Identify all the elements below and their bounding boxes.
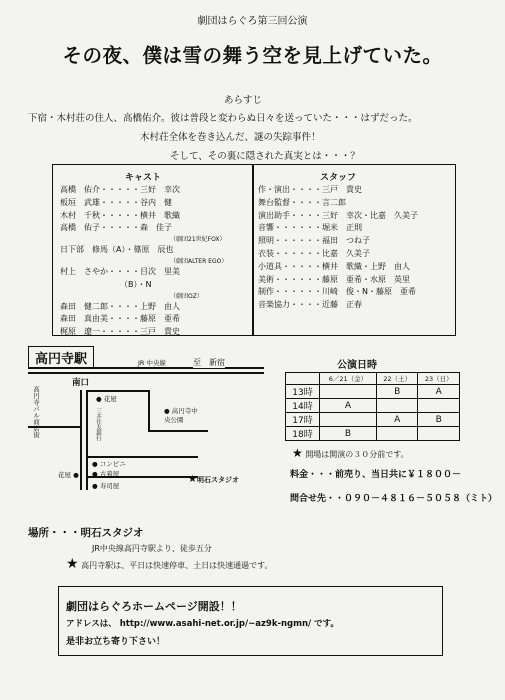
access-map [28,346,268,496]
schedule-time: 18時 [286,427,320,441]
staff-row: 演出助手・・・・三好 幸次・比嘉 久美子 [258,210,418,220]
map-flower-shop-2: 花屋 ● [58,471,79,479]
map-flower-shop: ● 花屋 [96,395,117,403]
map-furugi: ● 古着屋 [92,470,120,478]
schedule-cell: B [418,413,460,427]
map-sushi: ● 寿司屋 [92,482,120,490]
box-divider [252,165,254,335]
staff-row: 衣装・・・・・・比嘉 久美子 [258,248,370,258]
station-label: 高円寺駅 [28,346,94,369]
star-icon: ★ [66,556,79,572]
street [148,390,150,430]
schedule-title: 公演日時 [337,360,377,371]
cast-row: 村上 さやか・・・・目次 里美 [60,266,180,276]
schedule-date: 22（土） [376,373,418,385]
schedule-note [292,446,409,460]
map-bank: 三井住友銀行 [95,408,101,441]
cast-list [60,184,250,339]
express-note-text: 高円寺駅は、平日は快速停車、土日は快速通過です。 [81,561,273,570]
cast-row: 板垣 武雄・・・・・谷内 健 [60,197,172,207]
cast-row: 高橋 佑介・・・・・三好 幸次 [60,185,180,194]
cast-row: 木村 千秋・・・・・横井 歌織 [60,210,180,220]
map-furugi-label: 古着屋 [99,470,120,478]
map-studio [188,474,239,485]
cast-row: 森田 健二郎・・・・上野 由人 [60,301,180,311]
street [148,430,208,432]
map-flower-shop-2-label: 花屋 [58,471,71,479]
cast-affiliation: （劇団OZ） [170,292,203,300]
schedule-cell: A [376,413,418,427]
map-flower-shop-label: 花屋 [103,395,117,403]
staff-list [258,184,452,312]
schedule-cell [376,399,418,413]
cast-row: 日下部 修馬（A）・篠原 辰也 [60,245,174,255]
company-line: 劇団はらぐろ第三回公演 [197,16,308,27]
staff-heading: スタッフ [320,173,357,183]
street-name: 高円寺パル商店街 [32,386,40,438]
map-konbini: ● コンビニ [92,460,126,468]
star-icon: ★ [292,446,303,460]
schedule-cell [376,427,418,441]
schedule-cell [320,385,377,399]
schedule-date: 6／21（金） [320,373,377,385]
staff-row: 制作・・・・・・川崎 俊・N・藤原 亜希 [258,287,416,297]
schedule-table [285,372,460,441]
cast-affiliation: （劇団21世紀FOX） [170,236,226,244]
access-text: JR中央線高円寺駅より、徒歩五分 [92,544,212,553]
schedule-time: 17時 [286,413,320,427]
schedule-corner [286,373,320,385]
schedule-date: 23（日） [418,373,460,385]
south-exit-label: 南口 [72,378,90,388]
venue-text: 場所・・・明石スタジオ [28,527,144,539]
cast-row: （B）・N [120,279,152,289]
contact-text: 問合せ先・・０９０－４８１６－５０５８（ミト） [290,494,498,504]
cast-row: 梶原 遼一・・・・・三戸 貴史 [60,327,180,337]
street [88,390,148,392]
rail-line-label: JR 中央線 [138,359,166,367]
homepage-address[interactable]: アドレスは、 http://www.asahi-net.or.jp/~az9k-ngmn/ です。 [66,619,339,629]
schedule-cell: A [418,385,460,399]
cast-row: 森田 真由美・・・・藤原 亜希 [60,314,180,324]
cast-heading: キャスト [125,173,162,183]
map-park-label: 高円寺中央公園 [164,407,198,424]
schedule-cell: A [320,399,377,413]
page-title: その夜、僕は雪の舞う空を見上げていた。 [62,44,443,67]
staff-row: 作・演出・・・・三戸 貴史 [258,185,362,194]
schedule-cell [418,399,460,413]
synopsis-line-3: そして、その裏に隠された真実とは・・・？ [170,151,360,162]
homepage-heading: 劇団はらぐろホームページ開設！！ [66,600,242,613]
synopsis-line-2: 木村荘全体を巻き込んだ、謎の失踪事件！ [140,132,321,143]
express-note [66,556,272,572]
staff-row: 舞台監督・・・・言二郎 [258,197,346,207]
street [88,456,198,458]
map-konbini-label: コンビニ [99,460,126,468]
star-icon: ★ [188,474,197,485]
staff-row: 照明・・・・・・福田 つね子 [258,236,370,246]
schedule-cell [320,413,377,427]
map-studio-label: 明石スタジオ [196,476,239,484]
schedule-time: 14時 [286,399,320,413]
street [80,390,82,490]
schedule-cell: B [376,385,418,399]
staff-row: 小道具・・・・・横井 歌織・上野 由人 [258,261,410,271]
schedule-time: 13時 [286,385,320,399]
price-text: 料金・・・前売り、当日共に￥１８００－ [290,470,462,480]
schedule-cell: B [320,427,377,441]
synopsis-line-1: 下宿・木村荘の住人、高橋佑介。彼は普段と変わらぬ日々を送っていた・・・はずだった。 [28,113,418,124]
cast-affiliation: （劇団ALTER EGO） [170,257,228,265]
schedule-note-text: 開場は開演の３０分前です。 [305,450,409,459]
synopsis-heading: あらすじ [224,95,263,106]
cast-row: 高橋 佑子・・・・・森 佳子 [60,223,172,233]
staff-row: 音楽協力・・・・近藤 正春 [258,300,362,310]
street [86,390,88,490]
staff-row: 音響・・・・・・堀米 正則 [258,223,362,233]
direction-label: 至 新宿 [193,358,225,367]
staff-row: 美術・・・・・・藤原 亜希・水原 英里 [258,274,410,284]
map-park: ● 高円寺中央公園 [164,407,198,424]
homepage-visit: 是非お立ち寄り下さい！ [66,637,166,647]
schedule-cell [418,427,460,441]
rail-line-bottom [28,372,264,374]
rail-line-top [28,367,264,369]
map-sushi-label: 寿司屋 [99,482,120,490]
